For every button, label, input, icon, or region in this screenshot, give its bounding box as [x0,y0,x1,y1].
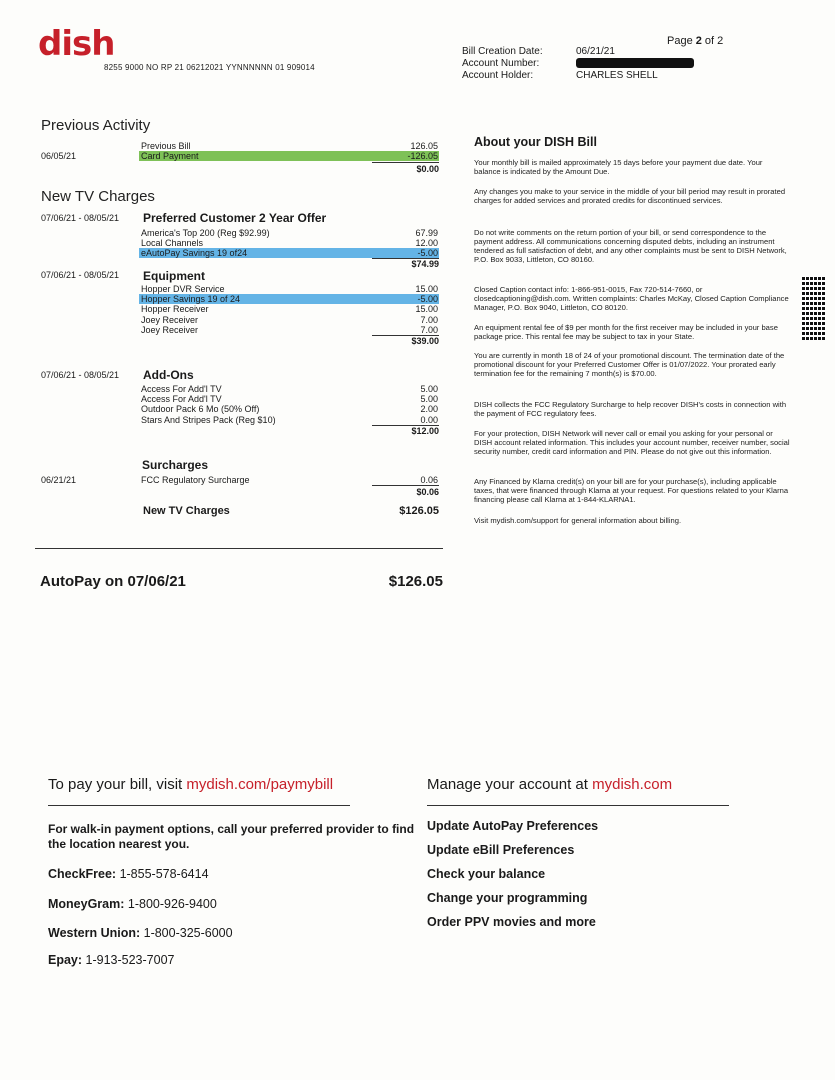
about-paragraph: You are currently in month 18 of 24 of your promotional discount. The termination date of the promotional discount for your Preferred Customer Offer is 01/07/2022. Your prorated early termination fee for the remaining 7 month(s) is $70.00. [474,351,785,378]
line-item: Hopper DVR Service 15.00 [141,284,438,294]
new-tv-charges-total-label: New TV Charges [143,505,230,517]
pay-link[interactable]: mydish.com/paymybill [186,776,334,793]
equipment-date: 07/06/21 - 08/05/21 [41,270,120,280]
autopay-amount: $126.05 [388,573,443,590]
bill-creation-date-label: Bill Creation Date: [462,46,543,57]
bill-creation-date: 06/21/21 [576,46,615,57]
about-paragraph: An equipment rental fee of $9 per month for the first receiver may be included in your base package price. This rental fee may be subject to tax in your State. [474,323,778,341]
divider [372,485,439,486]
bill-header-info [462,46,694,82]
provider-western-union: Western Union: 1-800-325-6000 [48,926,233,940]
subtotal: $0.06 [416,487,439,497]
about-paragraph: Closed Caption contact info: 1-866-951-0015, Fax 720-514-7660, or closedcaptioning@dish.com. Written complaints: Charles McKay, Closed Caption Compliance Manager, P.O. Box 9040, Littleton, CO 80120. [474,285,789,312]
surcharges-title: Surcharges [142,458,209,472]
account-holder: CHARLES SHELL [576,70,658,81]
surcharges-date: 06/21/21 [41,475,77,485]
about-paragraph: Any changes you make to your service in the middle of your bill period may result in prorated charges for added services and prorated credits for discontinued services. [474,187,786,205]
divider [48,805,350,806]
offer-date: 07/06/21 - 08/05/21 [41,213,120,223]
account-holder-label: Account Holder: [462,70,534,81]
line-item: America's Top 200 (Reg $92.99) 67.99 [141,228,438,238]
about-paragraph: Do not write comments on the return portion of your bill, or send correspondence to the payment address. All communications concerning disputed debts, including an instrument tendered as full satisfaction of debt, and any other complaints must be sent to DISH Network, P.O. Box 9033, Littleton, CO 80160. [474,228,787,264]
new-tv-charges-title: New TV Charges [41,188,155,205]
manage-item-programming: Change your programming [427,891,588,905]
autopay-label: AutoPay on 07/06/21 [40,573,186,590]
page-number: Page 2 of 2 [667,35,724,47]
line-item: Previous Bill 126.05 [141,141,438,151]
manage-item-autopay: Update AutoPay Preferences [427,819,599,833]
line-item: Hopper Savings 19 of 24 -5.00 [141,294,438,304]
subtotal: $12.00 [411,426,439,436]
divider [372,162,439,163]
addons-date: 07/06/21 - 08/05/21 [41,370,120,380]
about-paragraph: Visit mydish.com/support for general information about billing. [474,516,682,525]
manage-title: Manage your account at mydish.com [427,776,673,793]
account-number-redacted [576,58,694,68]
offer-title: Preferred Customer 2 Year Offer [143,211,327,225]
account-code-line: 8255 9000 NO RP 21 06212021 YYNNNNNN 01 909014 [104,63,315,72]
line-item: Joey Receiver 7.00 [141,325,438,335]
line-item: Card Payment -126.05 [141,151,438,161]
provider-epay: Epay: 1-913-523-7007 [48,953,175,967]
pay-title: To pay your bill, visit mydish.com/paymybill [48,776,334,793]
line-item: Outdoor Pack 6 Mo (50% Off) 2.00 [141,404,438,414]
manage-item-balance: Check your balance [427,867,546,881]
about-paragraph: For your protection, DISH Network will never call or email you asking for your personal or DISH account related information. This includes your account number, receiver number, social security number, credit card information and PIN. Please do not give out this information. [474,429,790,456]
new-tv-charges-total: $126.05 [399,505,439,517]
manage-item-ppv: Order PPV movies and more [427,915,596,929]
manage-link[interactable]: mydish.com [592,776,673,793]
line-item: Joey Receiver 7.00 [141,315,438,325]
line-item: eAutoPay Savings 19 of24 -5.00 [141,248,438,258]
about-paragraph: Any Financed by Klarna credit(s) on your bill are for your purchase(s), including applicable taxes, that were financed through Klarna at your request. For questions related to your Klarna financing please call Klarna at 1-844-KLARNA1. [474,477,789,504]
previous-activity-date: 06/05/21 [41,151,77,161]
divider [427,805,729,806]
line-item: Hopper Receiver 15.00 [141,304,438,314]
line-item: Access For Add'l TV 5.00 [141,394,438,404]
line-item: Access For Add'l TV 5.00 [141,384,438,394]
addons-title: Add-Ons [143,368,194,382]
about-paragraph: DISH collects the FCC Regulatory Surcharge to help recover DISH's costs in connection with the payment of FCC regulatory fees. [474,400,787,418]
provider-checkfree: CheckFree: 1-855-578-6414 [48,867,209,881]
line-item: Local Channels 12.00 [141,238,438,248]
line-item: FCC Regulatory Surcharge 0.06 [141,475,438,485]
about-paragraph: Your monthly bill is mailed approximately 15 days before your payment due date. Your balance is indicated by the Amount Due. [474,158,763,176]
manage-item-ebill: Update eBill Preferences [427,843,575,857]
walkin-text: For walk-in payment options, call your preferred provider to find the location nearest you. [48,822,415,851]
subtotal: $39.00 [411,336,439,346]
subtotal: $0.00 [416,164,439,174]
section-divider [35,548,443,549]
barcode-icon [802,276,826,340]
dish-logo: dish [38,24,115,64]
equipment-title: Equipment [143,269,205,283]
previous-activity-title: Previous Activity [41,117,151,134]
subtotal: $74.99 [411,259,439,269]
line-item: Stars And Stripes Pack (Reg $10) 0.00 [141,415,438,425]
about-title: About your DISH Bill [474,135,597,149]
account-number-label: Account Number: [462,58,540,69]
provider-moneygram: MoneyGram: 1-800-926-9400 [48,897,217,911]
